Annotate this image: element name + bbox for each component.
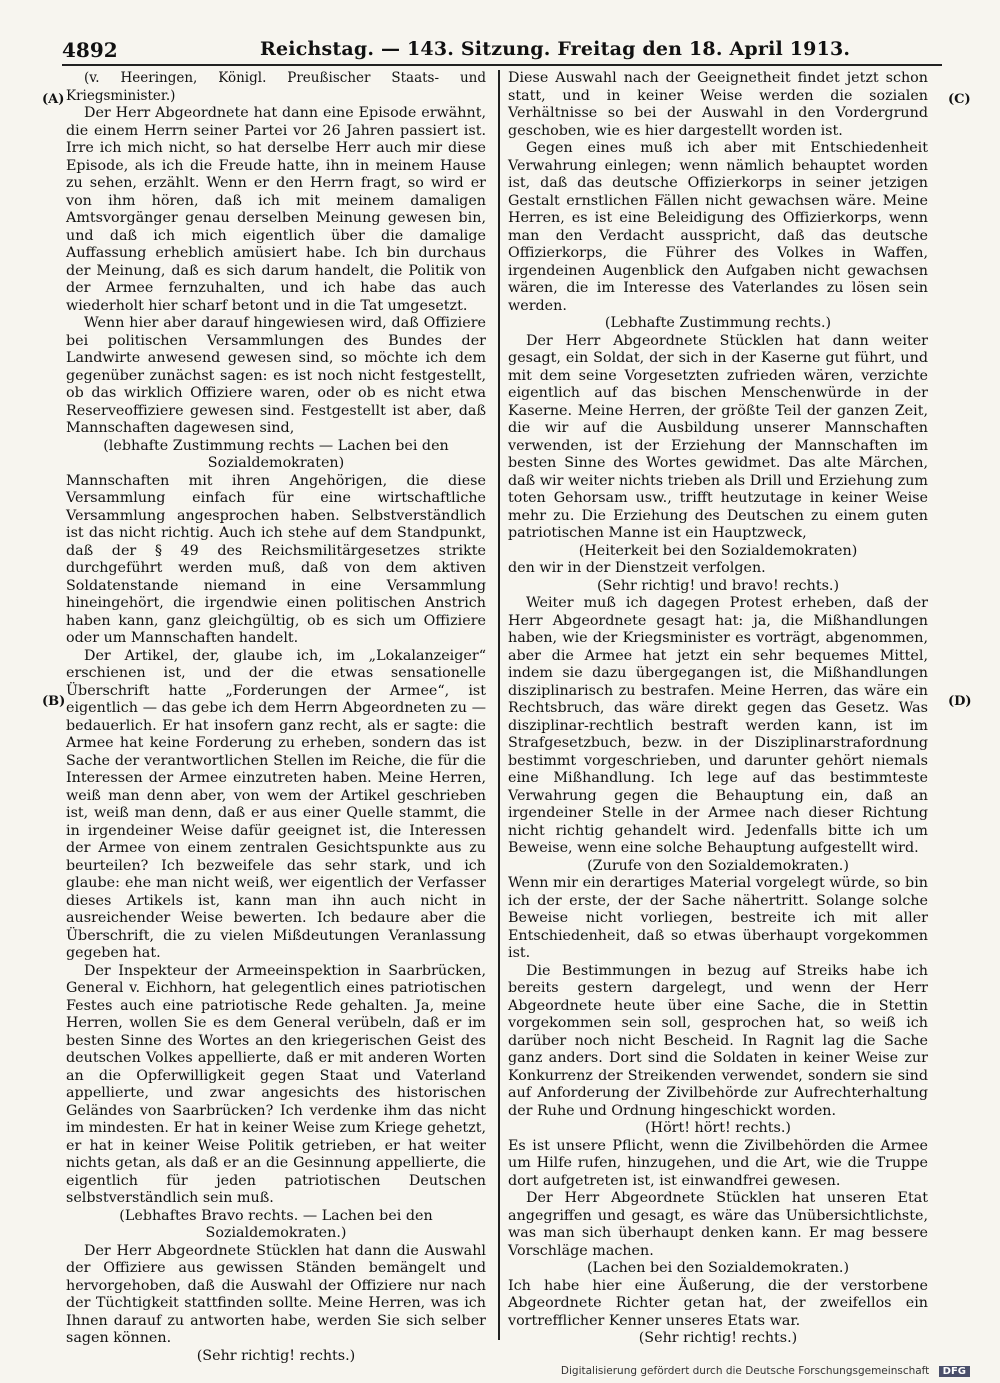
paragraph: Die Bestimmungen in bezug auf Streiks habe ich bereits gestern dargelegt, und wenn der Herr Abgeordnete heute über eine Sache, die in Stettin vorgekommen sein soll, gesprochen hat, so weiß ich darüber noch nicht Bescheid. In Ragnit lag die Sache ganz anders. Dort sind die Soldaten in keiner Weise zur Konkurrenz der Streikenden verwendet, sondern sie sind auf Anforderung der Zivilbehörde zur Aufrechterhaltung der Ruhe und Ordnung hingeschickt worden.	[508, 962, 928, 1119]
interjection: (Hört! hört! rechts.)	[645, 1120, 791, 1136]
paragraph: Der Inspekteur der Armeeinspektion in Saarbrücken, General v. Eichhorn, hat gelegentlich eines patriotischen Festes auch eine patriotische Rede gehalten. Ja, meine Herren, wollen Sie es dem General verübeln, daß er im besten Sinne des Wortes an den kriegerischen Geist des deutschen Volkes appellierte, daß er mit anderen Worten an die Opferwilligkeit gegen Staat und Vaterland appellierte, und zwar angesichts des historischen Geländes von Saarbrücken? Ich verdenke ihm das nicht im mindesten. Er hat in keiner Weise zum Kriege gehetzt, er hat in keiner Weise Politik getrieben, er hat weiter nichts getan, als daß er an die Gesinnung appellierte, die eigentlich für jeden patriotischen Deutschen selbstverständlich sein muß.	[66, 962, 486, 1206]
column-divider	[498, 70, 500, 1340]
interjection: (lebhafte Zustimmung rechts — Lachen bei den Sozialdemokraten)	[103, 437, 449, 471]
paragraph: Wenn hier aber darauf hingewiesen wird, daß Offiziere bei politischen Versammlungen des Bundes der Landwirte anwesend gewesen sind, so möchte ich dem gegenüber zunächst sagen: es ist noch nicht festgestellt, ob das wirklich Offiziere waren, oder ob es nicht etwa Reserveoffiziere gewesen sind. Festgestellt ist aber, daß Mannschaften dagewesen sind,	[66, 315, 486, 436]
interjection: (Sehr richtig! rechts.)	[196, 1347, 356, 1364]
margin-marker-c: (C)	[948, 92, 971, 107]
interjection: (Sehr richtig! rechts.)	[638, 1330, 798, 1346]
paragraph: Weiter muß ich dagegen Protest erheben, daß der Herr Abgeordnete gesagt hat: ja, die Mißhandlungen haben, wie der Kriegsminister es vorträgt, abgenommen, aber die Armee hat jetzt ein sehr bequemes Mittel, indem sie dazu übergegangen ist, die Mißhandlungen disziplinarisch zu bestrafen. Meine Herren, das wäre ein Rechtsbruch, das wäre direkt gegen das Gesetz. Was disziplinar-rechtlich bestraft werden kann, ist im Strafgesetzbuch, bezw. in der Disziplinarstrafordnung bestimmt vorgeschrieben, und darunter gehört niemals eine Mißhandlung. Ich lege auf das bestimmteste Verwahrung gegen die Behauptung ein, daß an irgendeiner Stelle in der Armee nach dieser Richtung nicht richtig gehandelt wird. Jedenfalls bitte ich um Beweise, wenn eine solche Behauptung aufgestellt wird.	[508, 595, 928, 856]
paragraph: Diese Auswahl nach der Geeignetheit findet jetzt schon statt, und in keiner Weise werden die sozialen Verhältnisse so bei der Auswahl in den Vordergrund geschoben, wie es hier dargestellt worden ist.	[508, 70, 928, 139]
digitization-credit	[561, 1365, 970, 1377]
paragraph: Es ist unsere Pflicht, wenn die Zivilbehörden die Armee um Hilfe rufen, hinzugehen, und die Art, wie die Truppe dort aufgetreten ist, ist einwandfrei gewesen.	[508, 1137, 928, 1189]
margin-marker-b: (B)	[42, 694, 66, 709]
paragraph: Ich habe hier eine Äußerung, die der verstorbene Abgeordnete Richter getan hat, der zweifellos ein vortrefflicher Kenner unseres Etats war.	[508, 1277, 928, 1329]
interjection: (Heiterkeit bei den Sozialdemokraten)	[578, 542, 858, 559]
margin-marker-a: (A)	[42, 92, 65, 107]
interjection: (Lebhafte Zustimmung rechts.)	[604, 315, 832, 331]
header-rule	[62, 64, 942, 66]
margin-marker-d: (D)	[948, 694, 972, 709]
paragraph: Der Artikel, der, glaube ich, im „Lokalanzeiger“ erschienen ist, und der die etwas sensationelle Überschrift hatte „Forderungen der Armee“, ist eigentlich — das gebe ich dem Herrn Abgeordneten zu — bedauerlich. Er hat insofern ganz recht, als er sagte: die Armee hat keine Forderung zu erheben, sondern das ist Sache der verantwortlichen Stellen im Reiche, die für die Interessen der Armee einzutreten haben. Meine Herren, weiß man denn aber, von wem der Artikel geschrieben ist, weiß man denn, daß er aus einer Quelle stammt, die in irgendeiner Weise dafür geeignet ist, die Interessen der Armee von einem zentralen Gesichtspunkte aus zu beurteilen? Ich bezweifele das sehr stark, und ich glaube: ehe man nicht weiß, wer eigentlich der Verfasser dieses Artikels ist, kann man ihn auch nicht in ausreichender Weise bewerten. Ich bedaure aber die Überschrift, die zu vielen Mißdeutungen Veranlassung gegeben hat.	[66, 647, 486, 961]
interjection: (Lachen bei den Sozialdemokraten.)	[586, 1260, 850, 1276]
running-title: Reichstag. — 143. Sitzung. Freitag den 18. April 1913.	[260, 38, 851, 60]
paragraph: Der Herr Abgeordnete hat dann eine Episode erwähnt, die einem Herrn seiner Partei vor 26 Jahren passiert ist. Irre ich mich nicht, so hat derselbe Herr auch mir diese Episode, als ich die Freude hatte, ihn in meinem Hause zu sehen, erzählt. Wenn er den Herrn fragt, so wird er von ihm hören, daß ich mit meinem damaligen Amtsvorgänger genau derselben Meinung gewesen bin, und daß ich mich eigentlich über die damalige Auffassung erheblich amüsiert habe. Ich bin durchaus der Meinung, daß es sich darum handelt, die Politik von der Armee fernzuhalten, und ich habe das auch wiederholt hier scharf betont und in die Tat umgesetzt.	[66, 105, 486, 314]
speaker-line: (v. Heeringen, Königl. Preußischer Staats- und Kriegsminister.)	[66, 70, 486, 104]
paragraph: Der Herr Abgeordnete Stücklen hat dann weiter gesagt, ein Soldat, der sich in der Kaserne gut führt, und mit dem seine Vorgesetzten zufrieden wären, verzichte eigentlich auf das bischen Menschenwürde in der Kaserne. Meine Herren, der größte Teil der ganzen Zeit, die wir auf die Ausbildung unserer Mannschaften verwenden, ist der Erziehung der Mannschaften im besten Sinne des Wortes gewidmet. Das alte Märchen, daß wir weiter nichts trieben als Drill und Erziehung zum toten Gehorsam usw., trifft heutzutage in keiner Weise mehr zu. Die Erziehung des Deutschen zu einem guten patriotischen Manne ist ein Hauptzweck,	[508, 332, 928, 541]
paragraph: Gegen eines muß ich aber mit Entschiedenheit Verwahrung einlegen; wenn nämlich behauptet worden ist, daß das deutsche Offizierkorps in seiner jetzigen Gestalt ernstlichen Fällen nicht gewachsen wäre. Meine Herren, es ist eine Beleidigung des Offizierkorps, wenn man den Verdacht ausspricht, daß das deutsche Offizierkorps, die Führer des Volkes in Waffen, irgendeinen Augenblick den Aufgaben nicht gewachsen wären, die im Interesse des Vaterlandes zu lösen sein werden.	[508, 140, 928, 314]
page-header	[62, 38, 942, 62]
paragraph: Mannschaften mit ihren Angehörigen, die diese Versammlung einfach für eine wirtschaftliche Versammlung angesprochen haben. Selbstverständlich ist das nicht richtig. Auch ich stehe auf dem Standpunkt, daß der § 49 des Reichsmilitärgesetzes strikte durchgeführt werden muß, daß von dem aktiven Soldatenstande niemand in eine Versammlung hineingehört, die irgendwie einen politischen Anstrich haben kann, ganz gleichgültig, ob es sich um Offiziere oder um Mannschaften handelt.	[66, 472, 486, 646]
credit-text: Digitalisierung gefördert durch die Deutsche Forschungsgemeinschaft	[560, 1365, 930, 1377]
left-column	[66, 70, 486, 1365]
interjection: (Lebhaftes Bravo rechts. — Lachen bei den Sozialdemokraten.)	[119, 1207, 433, 1241]
page-number: 4892	[62, 38, 118, 62]
paragraph: den wir in der Dienstzeit verfolgen.	[508, 560, 766, 576]
right-column	[508, 70, 928, 1348]
interjection: (Sehr richtig! und bravo! rechts.)	[596, 577, 840, 594]
paragraph: Der Herr Abgeordnete Stücklen hat dann die Auswahl der Offiziere aus gewissen Ständen bemängelt und hervorgehoben, daß die Auswahl der Offiziere nur nach der Tüchtigkeit stattfinden sollte. Meine Herren, was ich Ihnen darauf zu antworten habe, werden Sie sich selber sagen können.	[66, 1242, 486, 1346]
dfg-logo: DFG	[939, 1366, 970, 1377]
interjection: (Zurufe von den Sozialdemokraten.)	[587, 857, 849, 874]
paragraph: Wenn mir ein derartiges Material vorgelegt würde, so bin ich der erste, der der Sache nähertritt. Solange solche Beweise nicht vorliegen, bestreite ich mit aller Entschiedenheit, daß so etwas überhaupt vorgekommen ist.	[508, 875, 928, 961]
paragraph: Der Herr Abgeordnete Stücklen hat unseren Etat angegriffen und gesagt, es wäre das Unübersichtlichste, was man sich überhaupt denken kann. Er mag bessere Vorschläge machen.	[508, 1190, 928, 1259]
